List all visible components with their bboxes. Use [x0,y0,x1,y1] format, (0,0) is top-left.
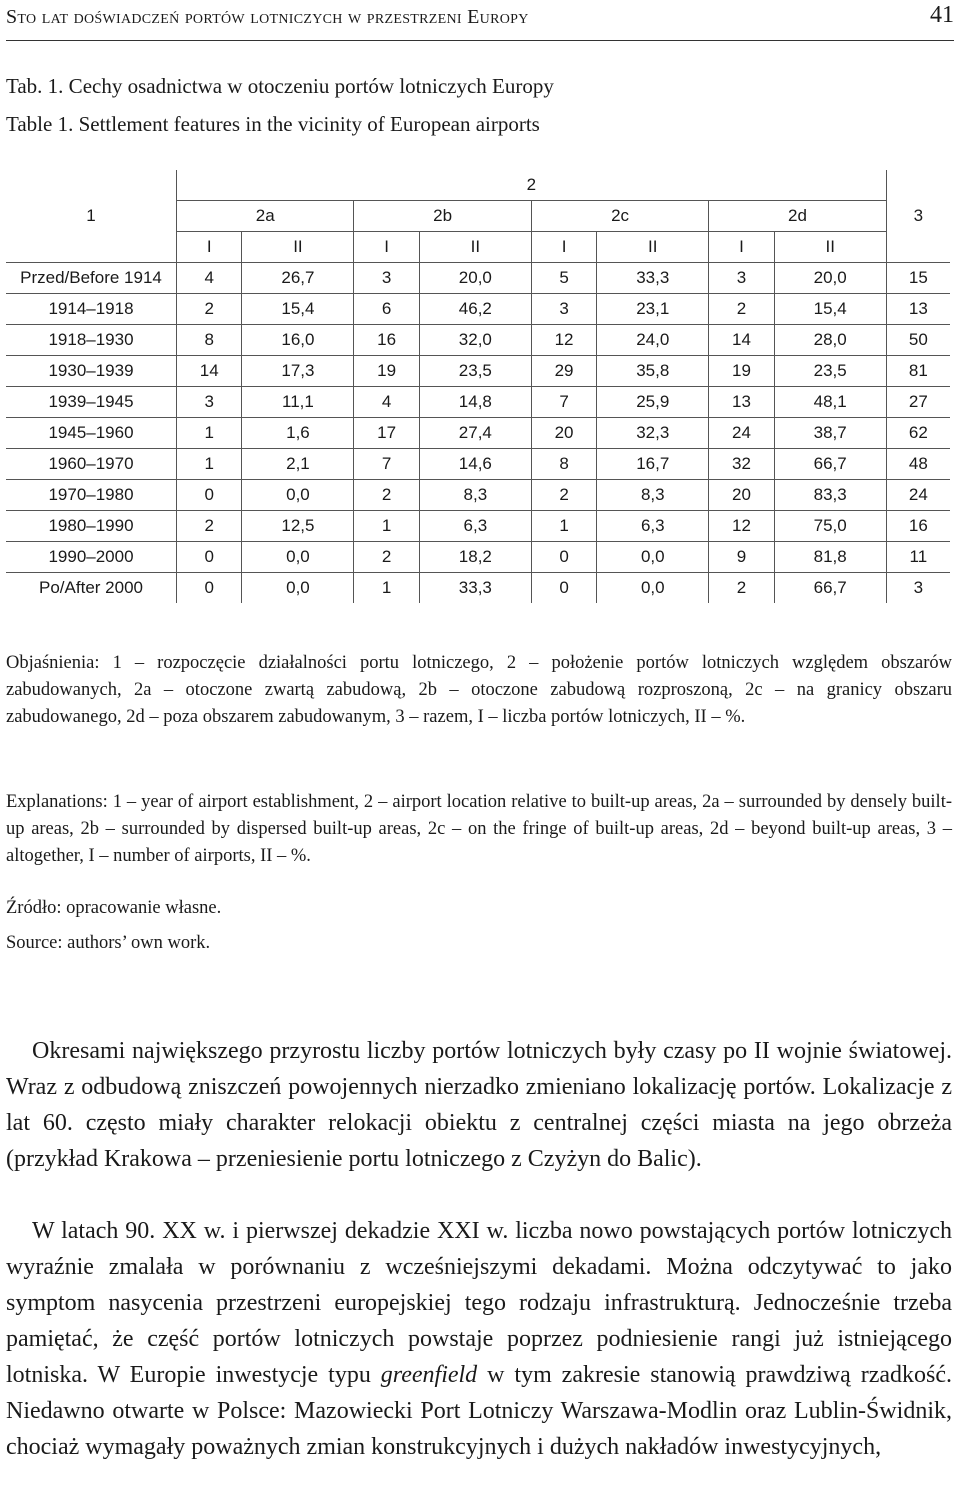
table-cell: 32,0 [419,325,531,356]
table-cell: 19 [709,356,774,387]
col-header-3: 3 [886,170,950,263]
table-cell: 0 [177,573,242,604]
table-cell: 2 [177,511,242,542]
table-cell: 3 [886,573,950,604]
table-cell: 8,3 [597,480,709,511]
row-label: 1918–1930 [6,325,177,356]
table-cell: 14 [709,325,774,356]
table-cell: 12 [709,511,774,542]
table-row [6,449,950,480]
row-label: 1980–1990 [6,511,177,542]
sub-header: I [354,232,419,263]
table-cell: 15,4 [242,294,354,325]
table-cell: 1,6 [242,418,354,449]
table-cell: 4 [354,387,419,418]
table-cell: 1 [354,573,419,604]
table-cell: 2 [354,480,419,511]
sub-header: II [774,232,886,263]
row-label: 1960–1970 [6,449,177,480]
table-cell: 2 [531,480,596,511]
table-cell: 17 [354,418,419,449]
col-header-1: 1 [6,170,177,263]
table-cell: 0,0 [242,480,354,511]
header-divider [6,40,954,41]
row-label: 1970–1980 [6,480,177,511]
row-label: 1930–1939 [6,356,177,387]
table-cell: 7 [531,387,596,418]
table-cell: 8,3 [419,480,531,511]
sub-header: II [597,232,709,263]
table-caption-en: Table 1. Settlement features in the vicinity of European airports [6,112,540,136]
table-cell: 15 [886,263,950,294]
table-cell: 66,7 [774,449,886,480]
table-cell: 2 [177,294,242,325]
table-cell: 23,5 [419,356,531,387]
table-cell: 32,3 [597,418,709,449]
row-label: Po/After 2000 [6,573,177,604]
table-cell: 2 [354,542,419,573]
row-label: 1990–2000 [6,542,177,573]
table-cell: 1 [177,449,242,480]
table-cell: 6 [354,294,419,325]
table-cell: 20 [709,480,774,511]
table-row [6,387,950,418]
table-cell: 14,6 [419,449,531,480]
table-cell: 7 [354,449,419,480]
table-cell: 16 [354,325,419,356]
table-cell: 6,3 [419,511,531,542]
table-cell: 8 [531,449,596,480]
table-cell: 81 [886,356,950,387]
table-cell: 13 [886,294,950,325]
table-cell: 20 [531,418,596,449]
table-row [6,418,950,449]
table-cell: 23,1 [597,294,709,325]
sub-header: I [531,232,596,263]
table-cell: 62 [886,418,950,449]
table-cell: 27 [886,387,950,418]
body-paragraph-2 [6,1213,952,1465]
col-header-2a: 2a [177,201,354,232]
table-cell: 3 [354,263,419,294]
table-cell: 48 [886,449,950,480]
table-cell: 20,0 [774,263,886,294]
table-cell: 9 [709,542,774,573]
table-cell: 5 [531,263,596,294]
body-paragraph-2-part-a: W latach 90. XX w. i pierwszej dekadzie XXI w. liczba nowo powstających portów lotniczych wyraźnie zmalała w porównaniu z wcześniejszymi dekadami. Można odczytywać to jako symptom nasycenia przestrzeni europejskiej tego rodzaju infrastrukturą. Jednocześnie trzeba pamiętać, że część portów lotniczych powstaje poprzez podniesienie rangi już istniejącego lotniska. W Europie inwestycje typu [6,1218,952,1388]
sub-header: I [709,232,774,263]
table-cell: 2 [709,573,774,604]
table-cell: 29 [531,356,596,387]
row-label: 1945–1960 [6,418,177,449]
table-cell: 35,8 [597,356,709,387]
table-cell: 24,0 [597,325,709,356]
source-en: Source: authors’ own work. [6,933,211,953]
col-header-2b: 2b [354,201,531,232]
table-cell: 0 [531,542,596,573]
table-cell: 17,3 [242,356,354,387]
table-cell: 24 [709,418,774,449]
page-number: 41 [930,2,954,28]
table-row [6,542,950,573]
table-cell: 1 [531,511,596,542]
table-cell: 0 [177,480,242,511]
header-row-1 [6,170,950,201]
table-cell: 2 [709,294,774,325]
table-cell: 33,3 [419,573,531,604]
table-cell: 1 [354,511,419,542]
row-label: Przed/Before 1914 [6,263,177,294]
table-row [6,356,950,387]
table-cell: 38,7 [774,418,886,449]
body-paragraph-2-part-b: w tym zakresie stanowią prawdziwą rzadkość. Niedawno otwarte w Polsce: Mazowiecki Port Lotniczy Warszawa-Modlin oraz Lublin-Świdnik, chociaż wymagały poważnych zmian konstrukcyjnych i dużych nakładów inwestycyjnych, [6,1362,952,1460]
table-cell: 19 [354,356,419,387]
table-cell: 14 [177,356,242,387]
settlement-table [6,170,950,603]
table-cell: 0 [177,542,242,573]
table-row [6,573,950,604]
table-cell: 8 [177,325,242,356]
table-cell: 23,5 [774,356,886,387]
table-body [6,263,950,604]
table-cell: 83,3 [774,480,886,511]
row-label: 1939–1945 [6,387,177,418]
table-cell: 11 [886,542,950,573]
table-cell: 6,3 [597,511,709,542]
table-row [6,294,950,325]
sub-header: II [242,232,354,263]
table-cell: 66,7 [774,573,886,604]
table-cell: 33,3 [597,263,709,294]
running-header [6,2,956,38]
table-cell: 28,0 [774,325,886,356]
col-header-2: 2 [177,170,887,201]
table-cell: 50 [886,325,950,356]
table-cell: 20,0 [419,263,531,294]
table-cell: 48,1 [774,387,886,418]
explanations-en: Explanations: 1 – year of airport establishment, 2 – airport location relative to built-up areas, 2a – surrounded by densely built-up areas, 2b – surrounded by dispersed built-up areas, 2c – on the fringe of built-up areas, 2d – beyond built-up areas, 3 – altogether, I – number of airports, II – %. [6,792,952,866]
table-row [6,480,950,511]
table-cell: 4 [177,263,242,294]
table-cell: 81,8 [774,542,886,573]
table-cell: 14,8 [419,387,531,418]
table-cell: 16,0 [242,325,354,356]
table-cell: 0,0 [597,573,709,604]
table-cell: 12,5 [242,511,354,542]
table-cell: 2,1 [242,449,354,480]
row-label: 1914–1918 [6,294,177,325]
table-cell: 3 [177,387,242,418]
explanations-pl: Objaśnienia: 1 – rozpoczęcie działalności portu lotniczego, 2 – położenie portów lotniczych względem obszarów zabudowanych, 2a – otoczone zwartą zabudową, 2b – otoczone zabudową rozproszoną, 2c – na granicy obszaru zabudowanego, 2d – poza obszarem zabudowanym, 3 – razem, I – liczba portów lotniczych, II – %. [6,653,952,727]
sub-header: I [177,232,242,263]
table-cell: 18,2 [419,542,531,573]
sub-header: II [419,232,531,263]
table-cell: 32 [709,449,774,480]
greenfield-term: greenfield [380,1362,478,1388]
table-cell: 24 [886,480,950,511]
table-cell: 12 [531,325,596,356]
table-row [6,263,950,294]
table-row [6,511,950,542]
table-cell: 75,0 [774,511,886,542]
table-caption-pl: Tab. 1. Cechy osadnictwa w otoczeniu portów lotniczych Europy [6,74,554,98]
table-cell: 25,9 [597,387,709,418]
table-cell: 16 [886,511,950,542]
table-cell: 16,7 [597,449,709,480]
table-cell: 15,4 [774,294,886,325]
table-cell: 27,4 [419,418,531,449]
table-cell: 11,1 [242,387,354,418]
body-paragraph-1: Okresami największego przyrostu liczby portów lotniczych były czasy po II wojnie światowej. Wraz z odbudową zniszczeń powojennych nierzadko zmieniano lokalizację portów. Lokalizacje z lat 60. często miały charakter relokacji obiektu z centralnej części miasta na jego obrzeża (przykład Krakowa – przeniesienie portu lotniczego z Czyżyn do Balic). [6,1038,952,1172]
table-cell: 0 [531,573,596,604]
running-title: Sto lat doświadczeń portów lotniczych w przestrzeni Europy [6,6,529,28]
table-cell: 0,0 [597,542,709,573]
table-cell: 0,0 [242,573,354,604]
table-cell: 1 [177,418,242,449]
table-cell: 46,2 [419,294,531,325]
table-cell: 3 [709,263,774,294]
table-cell: 26,7 [242,263,354,294]
table-cell: 3 [531,294,596,325]
col-header-2d: 2d [709,201,886,232]
col-header-2c: 2c [531,201,708,232]
table-cell: 0,0 [242,542,354,573]
source-pl: Źródło: opracowanie własne. [6,898,222,918]
table-cell: 13 [709,387,774,418]
table-row [6,325,950,356]
